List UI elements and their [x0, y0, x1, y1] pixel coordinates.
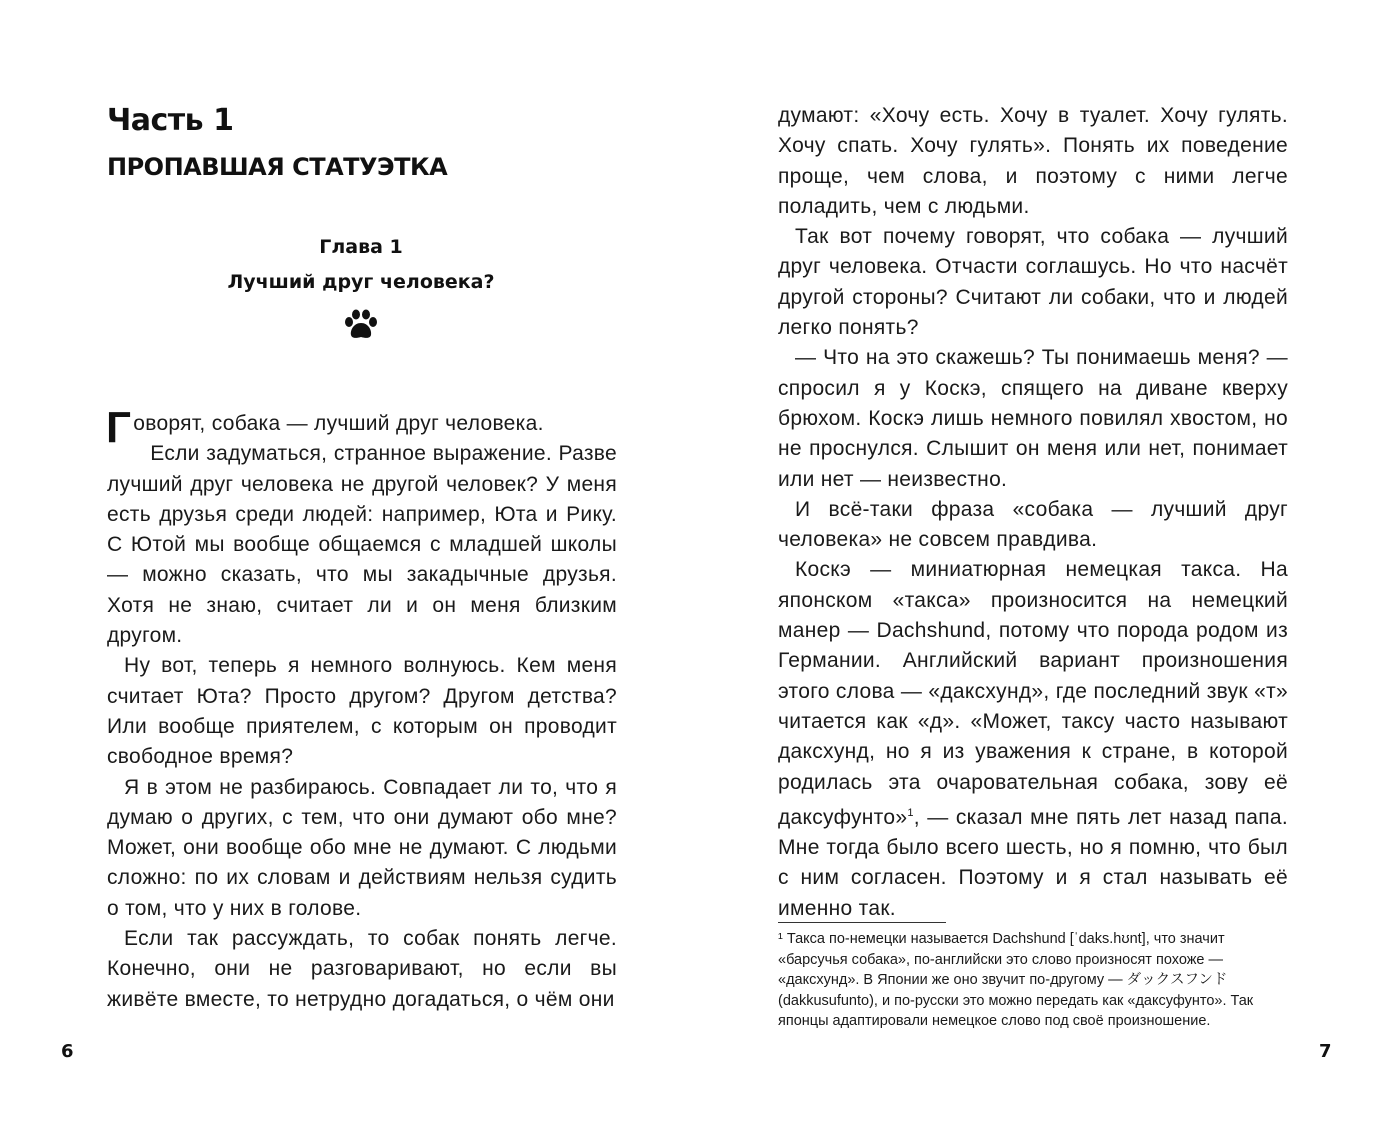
page-number-right: 7	[1319, 1041, 1332, 1062]
chapter-title: Лучший друг человека?	[227, 271, 495, 293]
left-body-text	[106, 403, 617, 1015]
paragraph: Так вот почему говорят, что собака — лучший друг человека. Отчасти соглашусь. Но что насчёт другой стороны? Считают ли собаки, что и людей легко понять?	[778, 225, 1288, 340]
chapter-number: Глава 1	[319, 236, 403, 258]
paragraph-text: , — сказал мне пять лет назад папа. Мне тогда было всего шесть, но я помню, что был с ним согласен. Поэтому и я стал называть её именно так.	[778, 805, 1288, 920]
page-number-left: 6	[61, 1041, 74, 1062]
paragraph: — Что на это скажешь? Ты понимаешь меня? — спросил я у Коскэ, спящего на диване кверху брюхом. Коскэ лишь немного повилял хвостом, но не проснулся. Слышит он меня или нет, понимает или нет — неизвестно.	[778, 346, 1288, 491]
paw-print-icon	[344, 309, 378, 341]
paragraph: Я в этом не разбираюсь. Совпадает ли то, что я думаю о других, с тем, что они думают обо мне? Может, они вообще обо мне не думают. С людьми сложно: по их словам и действиям нельзя судить о том, что у них в голове.	[107, 775, 617, 920]
paragraph: И всё-таки фраза «собака — лучший друг человека» не совсем правдива.	[778, 497, 1288, 552]
paragraph-with-footnote	[778, 555, 1288, 924]
footnote-divider	[778, 922, 946, 923]
paragraph: Ну вот, теперь я немного волнуюсь. Кем меня считает Юта? Просто другом? Другом детства? Или вообще приятелем, с которым он проводит свободное время?	[107, 654, 617, 769]
opening-paragraph	[106, 403, 617, 452]
left-page	[0, 0, 696, 1125]
drop-cap: Г	[106, 403, 132, 452]
continuation-paragraph: думают: «Хочу есть. Хочу в туалет. Хочу гулять. Хочу спать. Хочу гулять». Понять их поведение проще, чем слова, и поэтому с ними легче поладить, чем с людьми.	[778, 104, 1288, 218]
part-title: Часть 1	[107, 103, 234, 138]
paragraph: Если задуматься, странное выражение. Разве лучший друг человека не другой человек? У меня есть друзья среди людей: например, Юта и Рику. С Ютой мы вообще общаемся с младшей школы — можно сказать, что мы закадычные друзья. Хотя не знаю, считает ли и он меня близким другом.	[107, 442, 617, 648]
footnote: ¹ Такса по-немецки называется Dachshund [ˈdaks.hʊnt], что значит «барсучья собака», по-английски это слово произносят похоже — «даксхунд». В Японии же оно звучит по-другому — ダックスフンド (dakkusufunto), и по-русски это можно передать как «даксуфунто». Так японцы адаптировали немецкое слово под своё произношение.	[778, 931, 1254, 1029]
right-body-text	[778, 101, 1288, 924]
paragraph: Если так рассуждать, то собак понять легче. Конечно, они не разговаривают, но если вы живёте вместе, то нетрудно догадаться, о чём они	[107, 927, 617, 1011]
paragraph-text: Коскэ — миниатюрная немецкая такса. На японском «такса» произносится на немецкий манер — Dachshund, потому что порода родом из Германии. Английский вариант произношения этого слова — «даксхунд», где последний звук «т» читается как «д». «Может, таксу часто называют даксхунд, но я из уважения к стране, в которой родилась эта очаровательная собака, зову её даксуфунто»	[778, 558, 1288, 829]
part-subtitle: ПРОПАВШАЯ СТАТУЭТКА	[107, 153, 448, 181]
opening-paragraph-text: оворят, собака — лучший друг человека.	[133, 412, 544, 435]
footnote-reference[interactable]: 1	[907, 806, 914, 819]
